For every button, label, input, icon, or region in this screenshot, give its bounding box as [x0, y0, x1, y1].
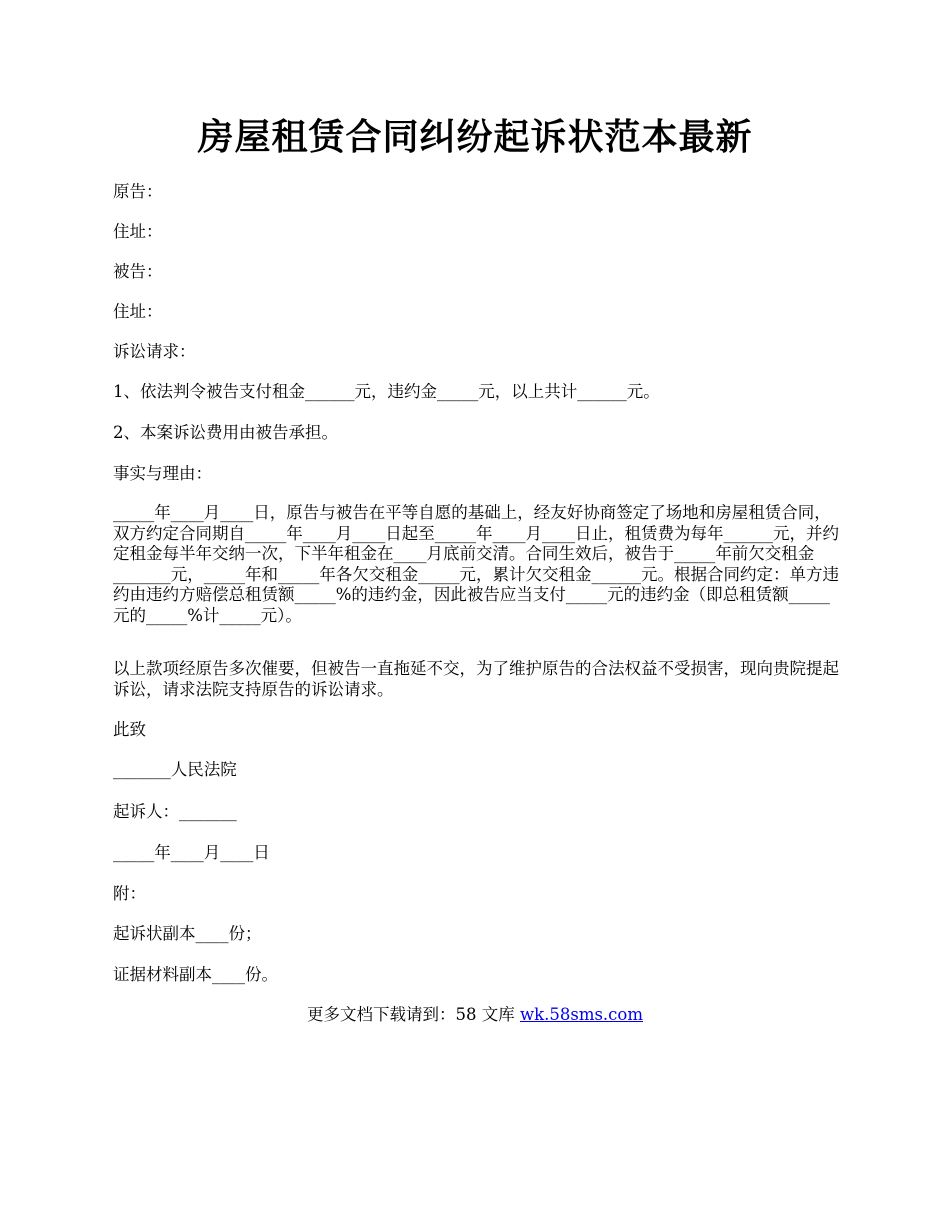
footer-text: 更多文档下载请到：58 文库 — [306, 1005, 520, 1024]
facts-paragraph: _____年____月____日，原告与被告在平等自愿的基础上，经友好协商签定了场地和房屋租赁合同，双方约定合同期自_____年____月____日起至_____年____月____日止，租赁费为每年______元，并约定租金每半年交纳一次，下半年租金在____月底前交清。合同生效后，被告于_____年前欠交租金_______元，_____年和_____年各欠交租金_____元，累计欠交租金______元。根据合同约定：单方违约由违约方赔偿总租赁额_____%的违约金，因此被告应当支付_____元的违约金（即总租赁额_____元的_____%计_____元）。 — [113, 503, 839, 625]
claims-heading: 诉讼请求： — [113, 342, 196, 361]
plaintiff-label: 原告： — [113, 182, 163, 201]
defendant-label: 被告： — [113, 262, 163, 281]
court-name: _______人民法院 — [113, 760, 237, 779]
attachments-heading: 附： — [113, 884, 146, 903]
defendant-address-label: 住址： — [113, 302, 163, 321]
attachment-item-2: 证据材料副本____份。 — [113, 965, 278, 984]
claim-item-1: 1、依法判令被告支付租金______元，违约金_____元，以上共计______元。 — [113, 382, 660, 401]
claim-item-2: 2、本案诉讼费用由被告承担。 — [113, 423, 338, 442]
attachment-item-1: 起诉状副本____份； — [113, 924, 262, 943]
litigant-signature: 起诉人：_______ — [113, 802, 237, 821]
document-title: 房屋租赁合同纠纷起诉状范本最新 — [197, 116, 753, 158]
filing-date: _____年____月____日 — [113, 843, 270, 862]
facts-heading: 事实与理由： — [113, 464, 212, 483]
plaintiff-address-label: 住址： — [113, 222, 163, 241]
conclusion-paragraph: 以上款项经原告多次催要，但被告一直拖延不交，为了维护原告的合法权益不受损害，现向贵院提起诉讼，请求法院支持原告的诉讼请求。 — [113, 659, 839, 699]
footer — [0, 1004, 950, 1026]
salutation: 此致 — [113, 720, 146, 739]
footer-link[interactable]: wk.58sms.com — [519, 1005, 643, 1024]
